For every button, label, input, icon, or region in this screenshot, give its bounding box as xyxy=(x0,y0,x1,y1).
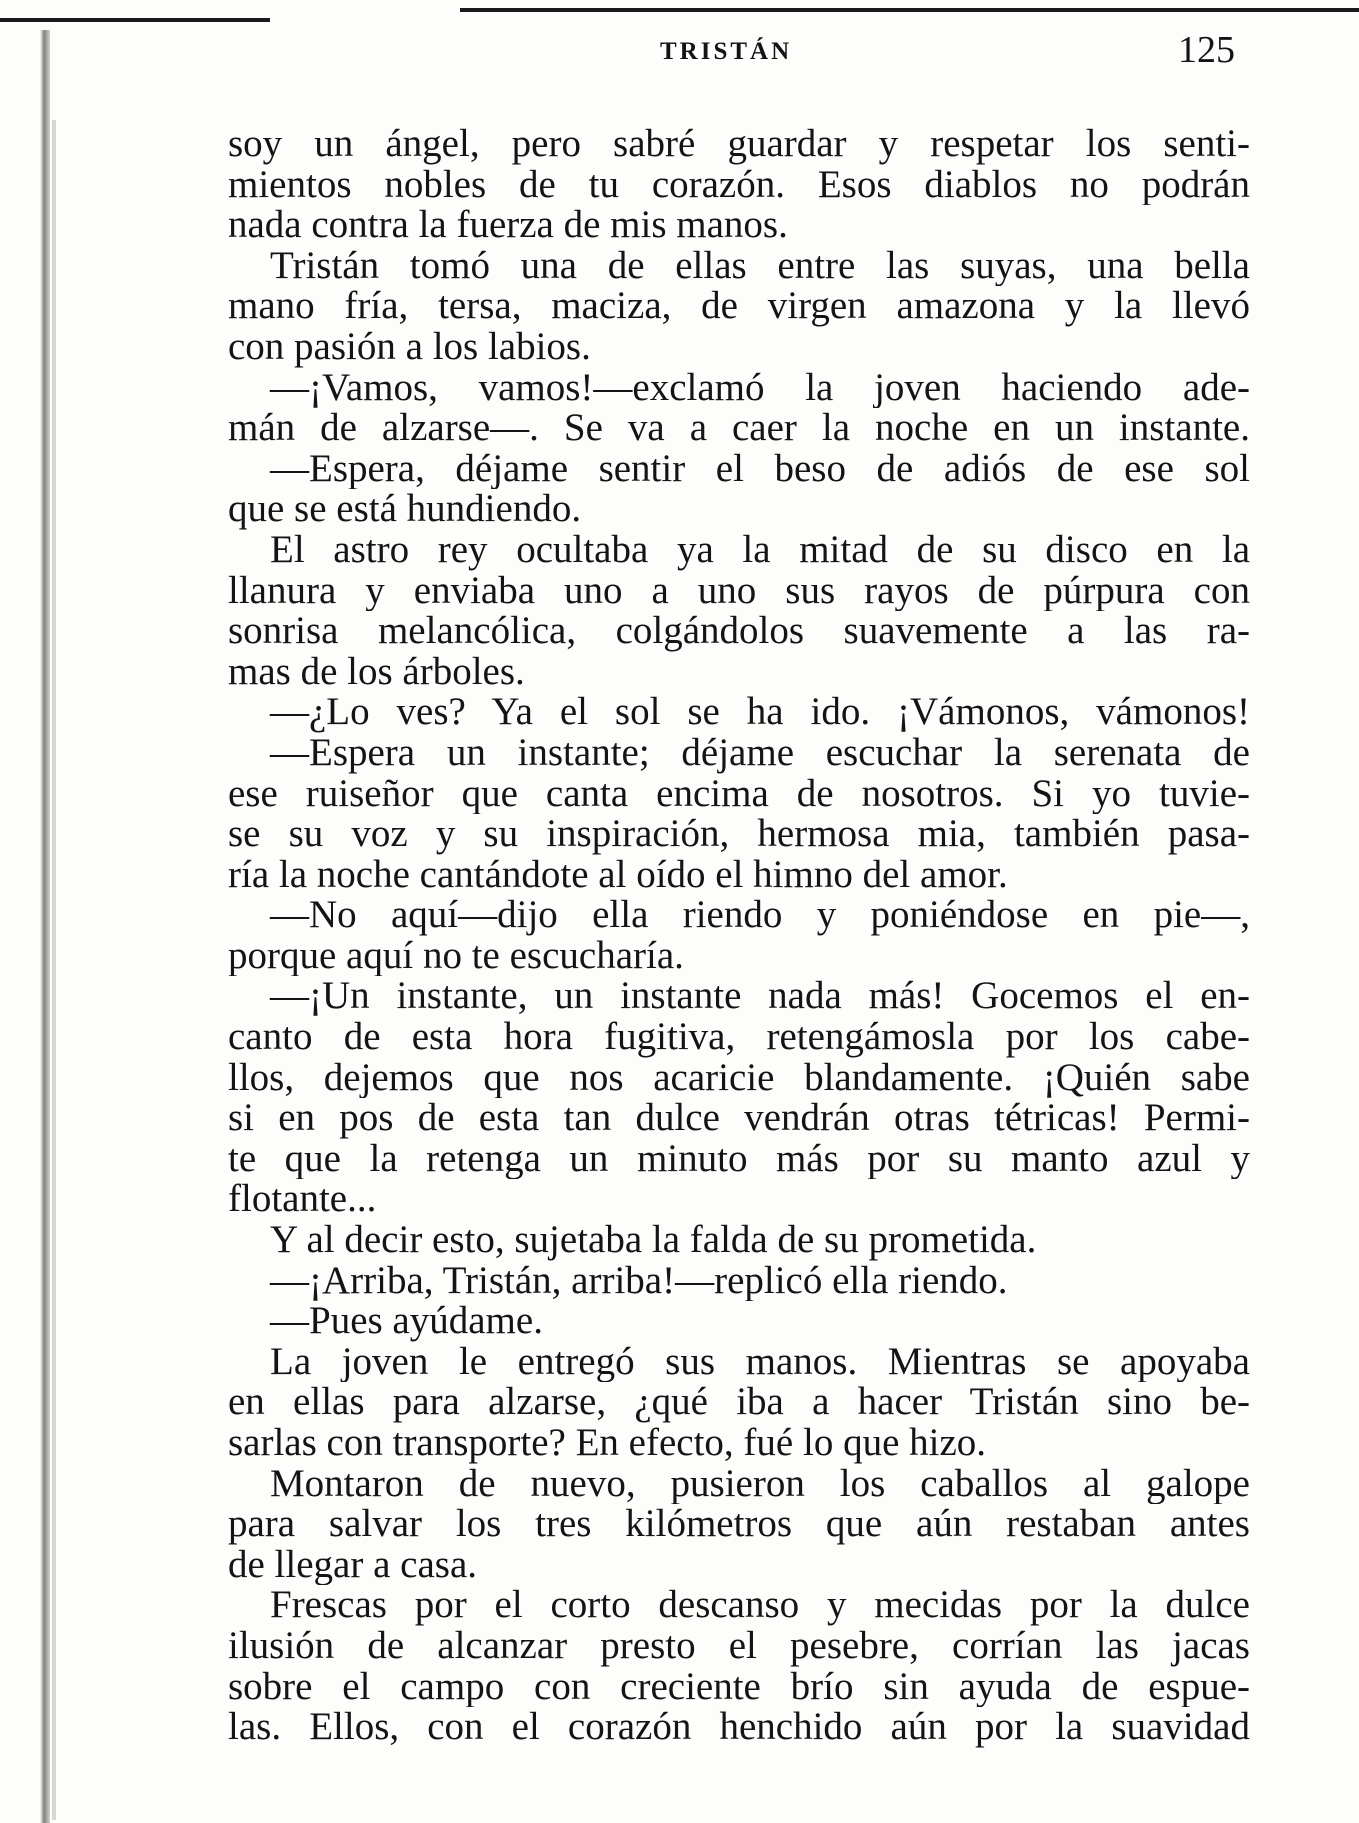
text-line: en ellas para alzarse, ¿qué iba a hacer Tristán sino be- xyxy=(228,1382,1250,1423)
text-line: soy un ángel, pero sabré guardar y respetar los senti- xyxy=(228,124,1250,165)
text-line: ría la noche cantándote al oído el himno del amor. xyxy=(228,854,1008,896)
text-line: que se está hundiendo. xyxy=(228,489,582,530)
running-head: TRISTÁN xyxy=(660,38,793,65)
text-line: flotante... xyxy=(228,1179,377,1221)
text-line: —Espera, déjame sentir el beso de adiós de ese sol xyxy=(270,448,1250,490)
text-line: —¿Lo ves? Ya el sol se ha ido. ¡Vámonos, vámonos! xyxy=(270,692,1250,733)
binding-shadow xyxy=(52,120,56,1820)
text-line: las. Ellos, con el corazón henchido aún por la suavidad xyxy=(228,1707,1250,1748)
text-line: Montaron de nuevo, pusieron los caballos al galope xyxy=(270,1463,1250,1505)
text-line: ese ruiseñor que canta encima de nosotros. Si yo tuvie- xyxy=(228,773,1250,815)
text-line: para salvar los tres kilómetros que aún restaban antes xyxy=(228,1504,1250,1545)
text-line: Frescas por el corto descanso y mecidas por la dulce xyxy=(270,1585,1250,1626)
text-line: con pasión a los labios. xyxy=(228,326,591,368)
text-line: —Pues ayúdame. xyxy=(270,1301,543,1342)
text-line: sarlas con transporte? En efecto, fué lo que hizo. xyxy=(228,1423,987,1464)
text-line: llos, dejemos que nos acaricie blandamente. ¡Quién sabe xyxy=(228,1057,1250,1099)
text-line: mientos nobles de tu corazón. Esos diablos no podrán xyxy=(228,164,1250,206)
text-line: se su voz y su inspiración, hermosa mia, también pasa- xyxy=(228,814,1250,855)
text-line: mán de alzarse—. Se va a caer la noche en un instante. xyxy=(228,408,1250,449)
text-line: ilusión de alcanzar presto el pesebre, corrían las jacas xyxy=(228,1625,1250,1667)
text-line: —¡Un instante, un instante nada más! Gocemos el en- xyxy=(270,976,1250,1018)
top-rule-left xyxy=(0,18,270,22)
text-line: sobre el campo con creciente brío sin ayuda de espue- xyxy=(228,1666,1250,1708)
text-line: te que la retenga un minuto más por su manto azul y xyxy=(228,1138,1250,1180)
text-line: —¡Vamos, vamos!—exclamó la joven haciendo ade- xyxy=(270,367,1250,409)
text-line: —¡Arriba, Tristán, arriba!—replicó ella riendo. xyxy=(270,1260,1008,1302)
text-line: mano fría, tersa, maciza, de virgen amazona y la llevó xyxy=(228,286,1250,327)
body-text xyxy=(228,124,1250,1748)
text-line: nada contra la fuerza de mis manos. xyxy=(228,205,788,246)
text-line: Tristán tomó una de ellas entre las suyas, una bella xyxy=(270,245,1250,287)
text-line: porque aquí no te escucharía. xyxy=(228,935,684,977)
text-line: mas de los árboles. xyxy=(228,651,525,693)
text-line: —No aquí—dijo ella riendo y poniéndose en pie—, xyxy=(270,895,1250,936)
text-line: si en pos de esta tan dulce vendrán otras tétricas! Permi- xyxy=(228,1098,1250,1139)
binding-edge xyxy=(40,30,50,1823)
text-line: canto de esta hora fugitiva, retengámosla por los cabe- xyxy=(228,1017,1250,1058)
text-line: llanura y enviaba uno a uno sus rayos de púrpura con xyxy=(228,570,1250,612)
text-line: de llegar a casa. xyxy=(228,1544,478,1586)
top-rule-right xyxy=(460,8,1359,12)
text-line: Y al decir esto, sujetaba la falda de su prometida. xyxy=(270,1220,1037,1261)
text-line: El astro rey ocultaba ya la mitad de su disco en la xyxy=(270,529,1250,571)
text-line: La joven le entregó sus manos. Mientras se apoyaba xyxy=(270,1341,1250,1383)
text-line: sonrisa melancólica, colgándolos suavemente a las ra- xyxy=(228,611,1250,652)
page-number: 125 xyxy=(1178,29,1235,71)
text-line: —Espera un instante; déjame escuchar la serenata de xyxy=(270,732,1250,774)
